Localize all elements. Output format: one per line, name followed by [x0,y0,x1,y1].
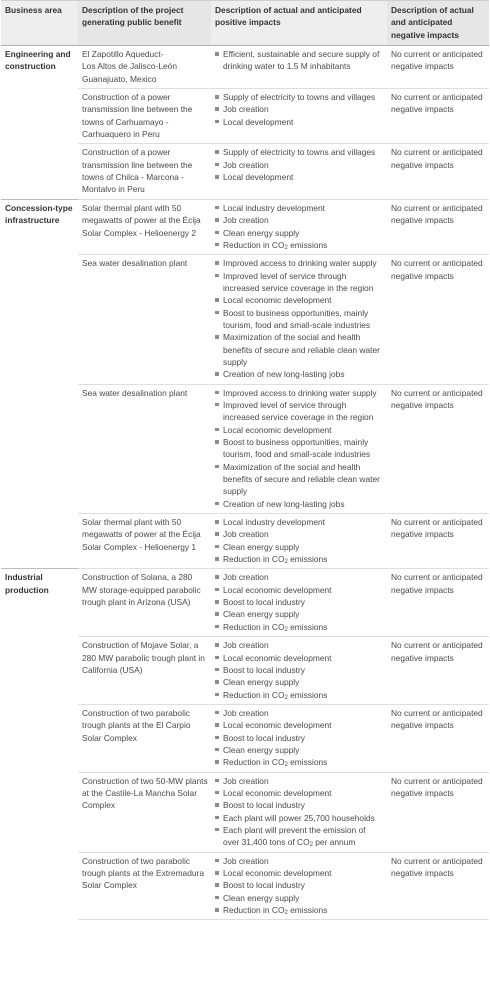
impact-item: Clean energy supply [215,608,384,620]
impact-item: Each plant will power 25,700 households [215,812,384,824]
project-description-cell: Construction of Mojave Solar, a 280 MW parabolic trough plant in California (USA) [78,637,211,705]
table-row [1,569,489,637]
positive-impacts-cell [211,852,387,920]
project-description-cell: Solar thermal plant with 50 megawatts of power at the Écija Solar Complex - Helioenergy 1 [78,514,211,569]
positive-impacts-list [215,146,384,183]
positive-impacts-list [215,639,384,701]
impact-item: Job creation [215,214,384,226]
impact-item: Local economic development [215,294,384,306]
header-positive-impacts: Description of actual and anticipated positive impacts [211,1,387,46]
impact-item: Reduction in $CO_2$ emissions [215,904,384,916]
impact-item: Job creation [215,571,384,583]
positive-impacts-cell [211,199,387,254]
negative-impacts-cell: No current or anticipated negative impacts [387,852,489,920]
negative-impacts-cell: No current or anticipated negative impacts [387,384,489,513]
negative-impacts-cell: No current or anticipated negative impacts [387,255,489,384]
impact-item: Job creation [215,159,384,171]
impact-item: Creation of new long-lasting jobs [215,498,384,510]
negative-impacts-cell: No current or anticipated negative impacts [387,569,489,637]
impact-item: Local industry development [215,516,384,528]
impact-item: Creation of new long-lasting jobs [215,368,384,380]
impact-item: Supply of electricity to towns and villages [215,91,384,103]
impact-item: Job creation [215,855,384,867]
impact-item: Local economic development [215,787,384,799]
impact-item: Local economic development [215,424,384,436]
project-description-cell: Construction of two 50-MW plants at the Castile-La Mancha Solar Complex [78,772,211,852]
project-description-cell: Construction of two parabolic trough plants at the Extremadura Solar Complex [78,852,211,920]
impact-item: Local economic development [215,719,384,731]
positive-impacts-list [215,707,384,769]
impact-item: Local economic development [215,584,384,596]
negative-impacts-cell: No current or anticipated negative impacts [387,704,489,772]
positive-impacts-list [215,571,384,633]
impact-item: Local economic development [215,652,384,664]
impact-item: Maximization of the social and health benefits of secure and reliable clean water supply [215,331,384,368]
positive-impacts-list [215,48,384,73]
negative-impacts-cell: No current or anticipated negative impacts [387,144,489,199]
positive-impacts-list [215,855,384,917]
table-body [1,46,489,920]
project-description-cell: Construction of a power transmission line between the towns of Chilca - Marcona - Montalvo in Peru [78,144,211,199]
header-business-area: Business area [1,1,78,46]
positive-impacts-cell [211,704,387,772]
positive-impacts-cell [211,514,387,569]
impact-item: Reduction in $CO_2$ emissions [215,239,384,251]
impact-item: Clean energy supply [215,541,384,553]
positive-impacts-cell [211,255,387,384]
positive-impacts-list [215,387,384,510]
positive-impacts-cell [211,772,387,852]
header-negative-impacts: Description of actual and anticipated negative impacts [387,1,489,46]
positive-impacts-cell [211,637,387,705]
impact-item: Clean energy supply [215,676,384,688]
impact-item: Supply of electricity to towns and villages [215,146,384,158]
impact-item: Reduction in $CO_2$ emissions [215,756,384,768]
header-project-description: Description of the project generating public benefit [78,1,211,46]
positive-impacts-cell [211,89,387,144]
impact-item: Job creation [215,775,384,787]
impact-item: Local development [215,171,384,183]
project-description-cell: Sea water desalination plant [78,255,211,384]
business-area-cell: Engineering and construction [1,46,78,200]
positive-impacts-cell [211,46,387,89]
header-row [1,1,489,46]
impact-item: Clean energy supply [215,744,384,756]
impact-item: Boost to local industry [215,732,384,744]
impact-item: Boost to local industry [215,799,384,811]
impact-item: Clean energy supply [215,892,384,904]
impact-item: Job creation [215,103,384,115]
positive-impacts-list [215,775,384,849]
impact-item: Improved access to drinking water supply [215,387,384,399]
impact-item: Maximization of the social and health benefits of secure and reliable clean water supply [215,461,384,498]
negative-impacts-cell: No current or anticipated negative impacts [387,514,489,569]
impact-item: Improved level of service through increased service coverage in the region [215,270,384,295]
project-description-cell: Solar thermal plant with 50 megawatts of power at the Écija Solar Complex - Helioenergy 2 [78,199,211,254]
positive-impacts-list [215,516,384,565]
impact-item: Local development [215,116,384,128]
project-description-cell: Sea water desalination plant [78,384,211,513]
impact-item: Efficient, sustainable and secure supply of drinking water to 1.5 M inhabitants [215,48,384,73]
impact-item: Boost to local industry [215,596,384,608]
negative-impacts-cell: No current or anticipated negative impacts [387,199,489,254]
impact-item: Boost to business opportunities, mainly tourism, food and small-scale industries [215,436,384,461]
impact-item: Job creation [215,528,384,540]
project-description-cell: Construction of Solana, a 280 MW storage-equipped parabolic trough plant in Arizona (USA) [78,569,211,637]
positive-impacts-cell [211,384,387,513]
impact-item: Boost to local industry [215,879,384,891]
table-row [1,199,489,254]
impact-item: Job creation [215,707,384,719]
positive-impacts-cell [211,569,387,637]
positive-impacts-list [215,91,384,128]
project-description-cell: Construction of a power transmission line between the towns of Carhuamayo - Carhuaquero in Peru [78,89,211,144]
business-area-cell: Concession-type infrastructure [1,199,78,569]
positive-impacts-cell [211,144,387,199]
impact-item: Local economic development [215,867,384,879]
project-description-cell: El Zapotillo Aqueduct- Los Altos de Jalisco-León Guanajuato, Mexico [78,46,211,89]
negative-impacts-cell: No current or anticipated negative impacts [387,772,489,852]
impact-item: Reduction in $CO_2$ emissions [215,689,384,701]
impact-item: Reduction in $CO_2$ emissions [215,553,384,565]
negative-impacts-cell: No current or anticipated negative impacts [387,637,489,705]
impact-item: Boost to business opportunities, mainly tourism, food and small-scale industries [215,307,384,332]
impact-item: Job creation [215,639,384,651]
impact-item: Clean energy supply [215,227,384,239]
table-row [1,46,489,89]
negative-impacts-cell: No current or anticipated negative impacts [387,46,489,89]
impact-item: Improved level of service through increased service coverage in the region [215,399,384,424]
impact-item: Each plant will prevent the emission of over 31,400 tons of $CO_2$ per annum [215,824,384,849]
impact-item: Local industry development [215,202,384,214]
business-area-cell: Industrial production [1,569,78,920]
negative-impacts-cell: No current or anticipated negative impacts [387,89,489,144]
positive-impacts-list [215,257,384,380]
project-description-cell: Construction of two parabolic trough plants at the El Carpio Solar Complex [78,704,211,772]
public-benefit-table [1,0,489,920]
impact-item: Reduction in $CO_2$ emissions [215,621,384,633]
impact-item: Improved access to drinking water supply [215,257,384,269]
impact-item: Boost to local industry [215,664,384,676]
positive-impacts-list [215,202,384,251]
